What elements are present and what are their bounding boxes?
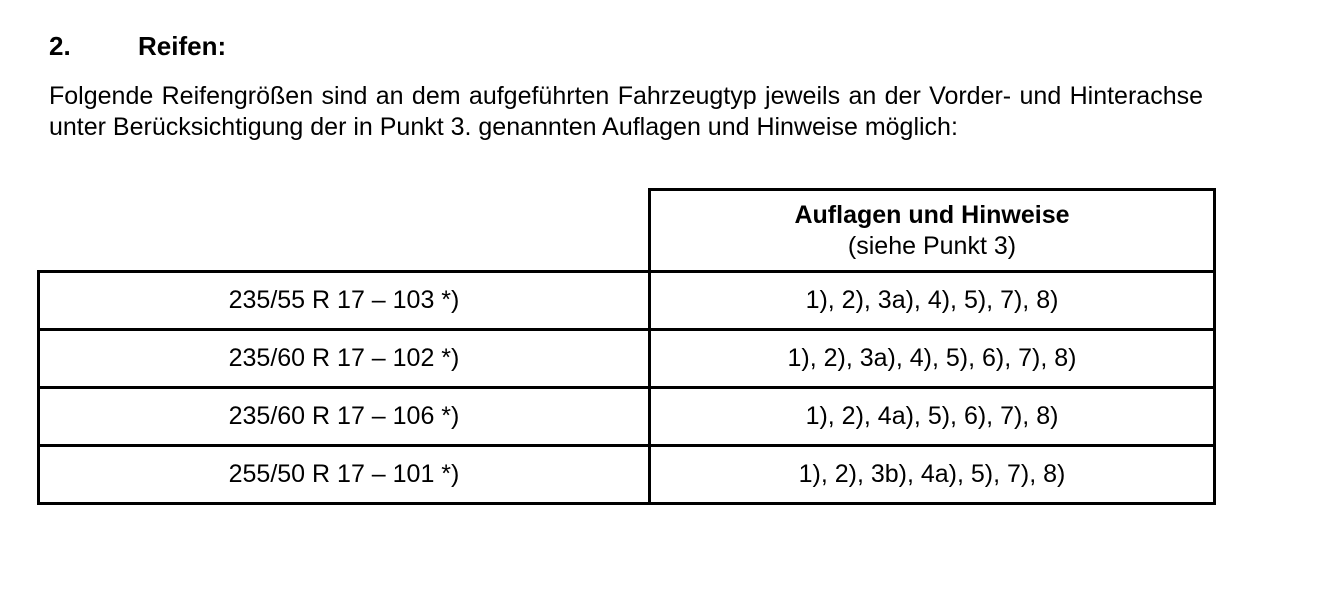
notes-cell: 1), 2), 3b), 4a), 5), 7), 8) [650, 446, 1215, 504]
section-number: 2. [49, 31, 71, 61]
notes-cell: 1), 2), 4a), 5), 6), 7), 8) [650, 388, 1215, 446]
header-notes-title: Auflagen und Hinweise [794, 200, 1070, 229]
header-cell-empty [39, 190, 650, 272]
header-cell-notes [650, 190, 1215, 272]
notes-cell: 1), 2), 3a), 4), 5), 7), 8) [650, 272, 1215, 330]
tire-size-cell: 235/60 R 17 – 102 *) [39, 330, 650, 388]
tire-size-cell: 255/50 R 17 – 101 *) [39, 446, 650, 504]
table-row [39, 330, 1215, 388]
table-row [39, 388, 1215, 446]
tire-size-cell: 235/60 R 17 – 106 *) [39, 388, 650, 446]
table-row [39, 446, 1215, 504]
table-header-row [39, 190, 1215, 272]
section-heading [49, 30, 226, 62]
section-title: Reifen: [138, 31, 227, 61]
intro-paragraph: Folgende Reifengrößen sind an dem aufgeführten Fahrzeugtyp jeweils an der Vorder- und Hinterachse unter Berücksichtigung der in Punkt 3. genannten Auflagen und Hinweise möglich: [49, 82, 1203, 141]
tire-table [37, 188, 1216, 505]
header-notes-subtitle: (siehe Punkt 3) [847, 231, 1017, 260]
tire-size-cell: 235/55 R 17 – 103 *) [39, 272, 650, 330]
table-row [39, 272, 1215, 330]
notes-cell: 1), 2), 3a), 4), 5), 6), 7), 8) [650, 330, 1215, 388]
